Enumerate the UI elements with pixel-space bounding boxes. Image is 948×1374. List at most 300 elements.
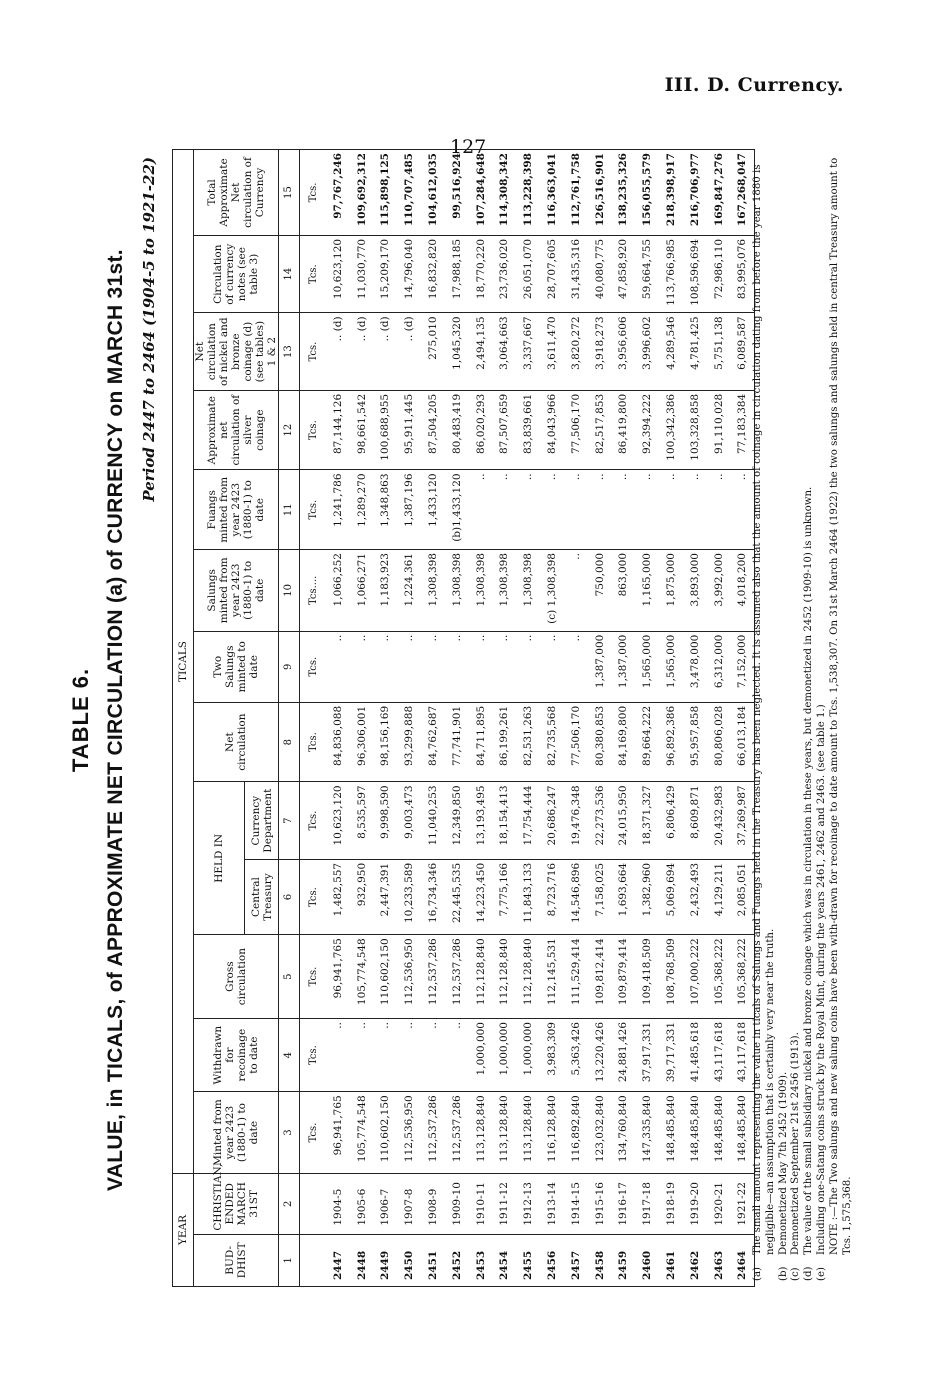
footnote — [816, 151, 829, 1281]
value-cell: 1,308,398 — [421, 550, 445, 632]
buddhist-year-cell: 2450 — [397, 1234, 421, 1286]
value-cell: 86,199,261 — [493, 702, 517, 782]
value-cell: 96,306,001 — [350, 702, 374, 782]
christian-year-cell: 1921-22 — [731, 1173, 755, 1234]
christian-year-cell: 1916-17 — [612, 1173, 636, 1234]
value-cell: 1,289,270 — [350, 470, 374, 550]
unit-label — [300, 1173, 327, 1234]
table-row — [493, 150, 517, 1287]
value-cell: 5,069,694 — [659, 859, 683, 934]
col-net-header: Net circulation — [194, 702, 279, 782]
footnote-marker — [829, 1255, 855, 1281]
value-cell: 103,328,858 — [683, 390, 707, 470]
value-cell: 11,030,770 — [350, 235, 374, 312]
value-cell: 6,089,587 — [731, 313, 755, 390]
value-cell: .. — [326, 1019, 350, 1092]
value-cell: 4,018,200 — [731, 550, 755, 632]
value-cell: 84,836,088 — [326, 702, 350, 782]
christian-year-cell: 1915-16 — [588, 1173, 612, 1234]
value-cell: 7,152,000 — [731, 631, 755, 702]
value-cell: 40,080,775 — [588, 235, 612, 312]
value-cell: 87,507,659 — [493, 390, 517, 470]
table-row — [421, 150, 445, 1287]
value-cell: 2,085,051 — [731, 859, 755, 934]
value-cell: 1,565,000 — [659, 631, 683, 702]
value-cell: 39,717,331 — [659, 1019, 683, 1092]
value-cell: 15,209,170 — [374, 235, 398, 312]
column-number: 5 — [279, 935, 300, 1019]
footnote-marker: (a) — [752, 1266, 763, 1281]
column-number: 14 — [279, 235, 300, 312]
christian-year-cell: 1908-9 — [421, 1173, 445, 1234]
value-cell: 43,117,618 — [707, 1019, 731, 1092]
value-cell: 3,918,273 — [588, 313, 612, 390]
ticals-group-header: TICALS — [173, 150, 194, 1174]
value-cell: 112,128,840 — [516, 935, 540, 1019]
value-cell: .. (d) — [350, 313, 374, 390]
value-cell: .. (d) — [374, 313, 398, 390]
value-cell: 3,992,000 — [707, 550, 731, 632]
value-cell: 110,707,485 — [397, 150, 421, 236]
value-cell: .. — [516, 631, 540, 702]
column-number: 3 — [279, 1092, 300, 1174]
value-cell: 113,228,398 — [516, 150, 540, 236]
footnote-marker: (c) — [790, 1267, 802, 1281]
value-cell: 99,516,924 — [445, 150, 469, 236]
buddhist-year-cell: 2463 — [707, 1234, 731, 1286]
value-cell: 1,241,786 — [326, 470, 350, 550]
unit-label: Tcs. — [300, 150, 327, 236]
value-cell: 14,796,040 — [397, 235, 421, 312]
value-cell: 89,664,222 — [635, 702, 659, 782]
col-silver-header: Approximate net circulation of silver coinage — [194, 390, 279, 470]
table-row — [326, 150, 350, 1287]
unit-label: Tcs. — [300, 935, 327, 1019]
table-title: VALUE, in TICALS, of APPROXIMATE NET CIRCULATION (a) of CURRENCY on MARCH 31st. — [104, 249, 127, 1191]
value-cell: .. — [564, 631, 588, 702]
value-cell: 1,066,271 — [350, 550, 374, 632]
value-cell: 107,000,222 — [683, 935, 707, 1019]
footnote-text: Demonetized September 21st 2456 (1913). — [790, 1032, 802, 1255]
currency-table-wrapper — [172, 149, 755, 1287]
value-cell: 750,000 — [588, 550, 612, 632]
units-row — [300, 150, 327, 1287]
value-cell: 112,128,840 — [469, 935, 493, 1019]
value-cell: 47,858,920 — [612, 235, 636, 312]
buddhist-year-cell: 2449 — [374, 1234, 398, 1286]
value-cell: 22,445,535 — [445, 859, 469, 934]
value-cell: 4,129,211 — [707, 859, 731, 934]
column-number: 13 — [279, 313, 300, 390]
value-cell: 84,043,966 — [540, 390, 564, 470]
value-cell: .. — [397, 631, 421, 702]
table-row — [469, 150, 493, 1287]
value-cell: 156,055,579 — [635, 150, 659, 236]
table-row — [612, 150, 636, 1287]
table-row — [445, 150, 469, 1287]
col-christian-header: CHRISTIAN, ENDED MARCH 31ST — [194, 1173, 279, 1234]
value-cell: 1,875,000 — [659, 550, 683, 632]
column-number: 7 — [279, 782, 300, 859]
value-cell: 1,348,863 — [374, 470, 398, 550]
value-cell: 147,335,840 — [635, 1092, 659, 1174]
col-nickel-header: Net circulation of nickel and bronze coinage (d) (see tables) 1 & 2 — [194, 313, 279, 390]
value-cell: 3,478,000 — [683, 631, 707, 702]
value-cell: 6,312,000 — [707, 631, 731, 702]
value-cell: 134,760,840 — [612, 1092, 636, 1174]
value-cell: 22,273,536 — [588, 782, 612, 859]
buddhist-year-cell: 2447 — [326, 1234, 350, 1286]
value-cell: 26,051,070 — [516, 235, 540, 312]
value-cell: 1,308,398 — [469, 550, 493, 632]
unit-label: Tcs. — [300, 1019, 327, 1092]
value-cell: .. — [564, 550, 588, 632]
value-cell: 37,269,987 — [731, 782, 755, 859]
christian-year-cell: 1909-10 — [445, 1173, 469, 1234]
value-cell: .. — [540, 631, 564, 702]
footnote-marker: (e) — [815, 1267, 827, 1281]
value-cell: 100,688,955 — [374, 390, 398, 470]
col-fuangs-header: Fuangs minted from year 2423 (1880-1) to date — [194, 470, 279, 550]
value-cell: 108,596,694 — [683, 235, 707, 312]
value-cell: 77,741,901 — [445, 702, 469, 782]
value-cell: .. — [374, 1019, 398, 1092]
value-cell: .. — [326, 631, 350, 702]
buddhist-year-cell: 2456 — [540, 1234, 564, 1286]
buddhist-year-cell: 2464 — [731, 1234, 755, 1286]
value-cell: 1,308,398 — [445, 550, 469, 632]
value-cell: .. — [374, 631, 398, 702]
value-cell: 7,775,166 — [493, 859, 517, 934]
value-cell: 109,812,414 — [588, 935, 612, 1019]
table-row — [707, 150, 731, 1287]
value-cell: 275,010 — [421, 313, 445, 390]
value-cell: 13,220,426 — [588, 1019, 612, 1092]
value-cell: 112,537,286 — [445, 1092, 469, 1174]
value-cell: 5,751,138 — [707, 313, 731, 390]
buddhist-year-cell: 2448 — [350, 1234, 374, 1286]
christian-year-cell: 1914-15 — [564, 1173, 588, 1234]
value-cell: 112,537,286 — [445, 935, 469, 1019]
value-cell: 9,998,590 — [374, 782, 398, 859]
value-cell: 14,223,450 — [469, 859, 493, 934]
value-cell: 3,983,309 — [540, 1019, 564, 1092]
value-cell: 112,537,286 — [421, 935, 445, 1019]
value-cell: 8,535,597 — [350, 782, 374, 859]
value-cell: 1,433,120 — [421, 470, 445, 550]
value-cell: 43,117,618 — [731, 1019, 755, 1092]
value-cell: 116,892,840 — [564, 1092, 588, 1174]
page-number: 127 — [450, 136, 487, 158]
christian-year-cell: 1912-13 — [516, 1173, 540, 1234]
column-number: 6 — [279, 859, 300, 934]
value-cell: 4,289,546 — [659, 313, 683, 390]
footnote — [790, 151, 803, 1281]
value-cell: 112,536,950 — [397, 935, 421, 1019]
column-number: 2 — [279, 1173, 300, 1234]
christian-year-cell: 1904-5 — [326, 1173, 350, 1234]
value-cell: 1,183,923 — [374, 550, 398, 632]
unit-label: Tcs. — [300, 702, 327, 782]
unit-label: Tcs. — [300, 470, 327, 550]
value-cell: 84,711,895 — [469, 702, 493, 782]
value-cell: 87,504,205 — [421, 390, 445, 470]
value-cell: 96,941,765 — [326, 1092, 350, 1174]
christian-year-cell: 1917-18 — [635, 1173, 659, 1234]
value-cell: (c) 1,308,398 — [540, 550, 564, 632]
value-cell: 112,537,286 — [421, 1092, 445, 1174]
value-cell: 77,506,170 — [564, 390, 588, 470]
value-cell: 10,623,120 — [326, 782, 350, 859]
value-cell: .. — [564, 470, 588, 550]
value-cell: 72,986,110 — [707, 235, 731, 312]
table-row — [659, 150, 683, 1287]
value-cell: 59,664,755 — [635, 235, 659, 312]
footnote — [778, 151, 791, 1281]
christian-year-cell: 1919-20 — [683, 1173, 707, 1234]
footnote — [829, 151, 855, 1281]
value-cell: .. — [493, 470, 517, 550]
buddhist-year-cell: 2452 — [445, 1234, 469, 1286]
col-gross-header: Gross circulation — [194, 935, 279, 1019]
footnotes — [752, 151, 854, 1281]
value-cell: 110,602,150 — [374, 935, 398, 1019]
value-cell: 95,911,445 — [397, 390, 421, 470]
value-cell: 1,387,000 — [588, 631, 612, 702]
value-cell: 8,609,871 — [683, 782, 707, 859]
christian-year-cell: 1907-8 — [397, 1173, 421, 1234]
col-central-treasury-header: Central Treasury — [245, 859, 279, 934]
col-two-salungs-header: Two Salungs minted to date — [194, 631, 279, 702]
title-block — [60, 145, 128, 1295]
value-cell: 148,485,840 — [659, 1092, 683, 1174]
value-cell: 3,820,272 — [564, 313, 588, 390]
value-cell: 116,363,041 — [540, 150, 564, 236]
value-cell: 18,154,413 — [493, 782, 517, 859]
value-cell: 3,893,000 — [683, 550, 707, 632]
value-cell: 105,774,548 — [350, 935, 374, 1019]
table-row — [516, 150, 540, 1287]
held-in-header: HELD IN — [194, 782, 245, 935]
value-cell: 86,419,800 — [612, 390, 636, 470]
value-cell: 37,917,331 — [635, 1019, 659, 1092]
unit-label: Tcs. — [300, 313, 327, 390]
value-cell: 1,000,000 — [469, 1019, 493, 1092]
christian-year-cell: 1905-6 — [350, 1173, 374, 1234]
value-cell: 91,110,028 — [707, 390, 731, 470]
value-cell: 84,169,800 — [612, 702, 636, 782]
footnote — [803, 151, 816, 1281]
value-cell: 5,363,426 — [564, 1019, 588, 1092]
value-cell: 31,435,316 — [564, 235, 588, 312]
column-number: 4 — [279, 1019, 300, 1092]
column-number: 1 — [279, 1234, 300, 1286]
value-cell: 113,128,840 — [493, 1092, 517, 1174]
value-cell: 112,761,758 — [564, 150, 588, 236]
column-number: 8 — [279, 702, 300, 782]
column-number: 11 — [279, 470, 300, 550]
value-cell: 11,040,253 — [421, 782, 445, 859]
value-cell: .. — [469, 470, 493, 550]
value-cell: 13,193,495 — [469, 782, 493, 859]
value-cell: 1,308,398 — [493, 550, 517, 632]
col-notes-header: Circulation of currency notes (see table 3) — [194, 235, 279, 312]
value-cell: 105,368,222 — [731, 935, 755, 1019]
value-cell: .. — [469, 631, 493, 702]
table-number: TABLE 6. — [68, 667, 93, 773]
value-cell: 17,988,185 — [445, 235, 469, 312]
value-cell: 1,693,664 — [612, 859, 636, 934]
table-row — [683, 150, 707, 1287]
value-cell: 4,781,425 — [683, 313, 707, 390]
value-cell: 114,308,342 — [493, 150, 517, 236]
christian-year-cell: 1918-19 — [659, 1173, 683, 1234]
value-cell: 1,165,000 — [635, 550, 659, 632]
table-body — [300, 150, 755, 1287]
table-row — [588, 150, 612, 1287]
value-cell: 148,485,840 — [683, 1092, 707, 1174]
value-cell: 3,956,606 — [612, 313, 636, 390]
value-cell: .. — [731, 470, 755, 550]
value-cell: 17,754,444 — [516, 782, 540, 859]
value-cell: 83,995,076 — [731, 235, 755, 312]
value-cell: 24,881,426 — [612, 1019, 636, 1092]
unit-label: Tcs. — [300, 390, 327, 470]
value-cell: .. — [421, 631, 445, 702]
table-row — [397, 150, 421, 1287]
value-cell: 112,536,950 — [397, 1092, 421, 1174]
value-cell: 1,387,000 — [612, 631, 636, 702]
value-cell: 216,706,977 — [683, 150, 707, 236]
value-cell: 108,768,509 — [659, 935, 683, 1019]
value-cell: 1,387,196 — [397, 470, 421, 550]
value-cell: 18,770,220 — [469, 235, 493, 312]
value-cell: 8,723,716 — [540, 859, 564, 934]
buddhist-year-cell: 2453 — [469, 1234, 493, 1286]
value-cell: 110,602,150 — [374, 1092, 398, 1174]
value-cell: 1,224,361 — [397, 550, 421, 632]
value-cell: .. — [397, 1019, 421, 1092]
rotated-table-page — [60, 145, 860, 1295]
value-cell: 218,398,917 — [659, 150, 683, 236]
value-cell: 123,032,840 — [588, 1092, 612, 1174]
unit-label: Tcs. — [300, 782, 327, 859]
value-cell: 86,020,293 — [469, 390, 493, 470]
buddhist-year-cell: 2461 — [659, 1234, 683, 1286]
value-cell: 97,767,246 — [326, 150, 350, 236]
footnote-marker: (d) — [803, 1266, 815, 1281]
value-cell: .. — [445, 631, 469, 702]
value-cell: 112,145,531 — [540, 935, 564, 1019]
value-cell: (b)1,433,120 — [445, 470, 469, 550]
unit-label: Tcs. — [300, 859, 327, 934]
column-number: 15 — [279, 150, 300, 236]
christian-year-cell: 1906-7 — [374, 1173, 398, 1234]
value-cell: 66,013,184 — [731, 702, 755, 782]
value-cell: 107,284,648 — [469, 150, 493, 236]
value-cell: 167,268,047 — [731, 150, 755, 236]
value-cell: .. (d) — [326, 313, 350, 390]
value-cell: 115,898,125 — [374, 150, 398, 236]
value-cell: 2,494,135 — [469, 313, 493, 390]
col-withdrawn-header: Withdrawn for recoinage to date — [194, 1019, 279, 1092]
christian-year-cell: 1920-21 — [707, 1173, 731, 1234]
value-cell: 126,516,901 — [588, 150, 612, 236]
value-cell: 2,447,391 — [374, 859, 398, 934]
value-cell: 148,485,840 — [731, 1092, 755, 1174]
value-cell: 112,128,840 — [493, 935, 517, 1019]
buddhist-year-cell: 2451 — [421, 1234, 445, 1286]
value-cell: 82,517,853 — [588, 390, 612, 470]
col-buddhist-header: BUD-DHIST — [194, 1234, 279, 1286]
value-cell: 1,382,960 — [635, 859, 659, 934]
col-total-header: Total Approximate Net circulation of Currency — [194, 150, 279, 236]
value-cell: 3,337,667 — [516, 313, 540, 390]
value-cell: 95,957,858 — [683, 702, 707, 782]
value-cell: 2,432,493 — [683, 859, 707, 934]
table-row — [564, 150, 588, 1287]
value-cell: 82,735,568 — [540, 702, 564, 782]
value-cell: 1,045,320 — [445, 313, 469, 390]
section-heading: III. D. Currency. — [664, 74, 844, 96]
value-cell: 77,183,384 — [731, 390, 755, 470]
value-cell: .. — [493, 631, 517, 702]
buddhist-year-cell: 2457 — [564, 1234, 588, 1286]
buddhist-year-cell: 2455 — [516, 1234, 540, 1286]
christian-year-cell: 1910-11 — [469, 1173, 493, 1234]
value-cell: 18,371,327 — [635, 782, 659, 859]
value-cell: 77,506,170 — [564, 702, 588, 782]
value-cell: 1,000,000 — [493, 1019, 517, 1092]
unit-label: Tcs. — [300, 1092, 327, 1174]
value-cell: 92,394,222 — [635, 390, 659, 470]
footnote — [752, 151, 778, 1281]
unit-label: Tcs. — [300, 235, 327, 312]
value-cell: 98,661,542 — [350, 390, 374, 470]
value-cell: 1,482,557 — [326, 859, 350, 934]
value-cell: 19,476,348 — [564, 782, 588, 859]
footnote-text: The small amount representing the value in ticals of Salungs and Fuangs held in the Treasury has been neglected. It is assumed also that the amount of coinage in circulation dating from before the year 1880 is negligible—an assumption that is certainly very near the truth. — [752, 164, 776, 1255]
value-cell: .. — [540, 470, 564, 550]
value-cell: .. — [350, 1019, 374, 1092]
value-cell: .. — [350, 631, 374, 702]
value-cell: 116,128,840 — [540, 1092, 564, 1174]
col-minted-header: Minted from year 2423 (1880-1) to date — [194, 1092, 279, 1174]
value-cell: 87,144,126 — [326, 390, 350, 470]
value-cell: .. — [516, 470, 540, 550]
value-cell: 105,774,548 — [350, 1092, 374, 1174]
table-row — [635, 150, 659, 1287]
footnote-text: The value of the small subsidiary nickel and bronze coinage which was in circulation in these years, but demonetized in 2452 (1909-10) is unknown. — [803, 486, 815, 1255]
value-cell: .. (d) — [397, 313, 421, 390]
buddhist-year-cell: 2459 — [612, 1234, 636, 1286]
value-cell: 113,128,840 — [469, 1092, 493, 1174]
value-cell: 7,158,025 — [588, 859, 612, 934]
table-row — [374, 150, 398, 1287]
col-salungs-header: Salungs minted from year 2423 (1880-1) to date — [194, 550, 279, 632]
column-number: 12 — [279, 390, 300, 470]
value-cell: 113,766,985 — [659, 235, 683, 312]
value-cell: 1,565,000 — [635, 631, 659, 702]
table-row — [540, 150, 564, 1287]
value-cell: 28,707,605 — [540, 235, 564, 312]
value-cell: 96,941,765 — [326, 935, 350, 1019]
value-cell: 98,156,169 — [374, 702, 398, 782]
value-cell: 80,806,028 — [707, 702, 731, 782]
value-cell: 6,806,429 — [659, 782, 683, 859]
value-cell: 169,847,276 — [707, 150, 731, 236]
value-cell: .. — [588, 470, 612, 550]
